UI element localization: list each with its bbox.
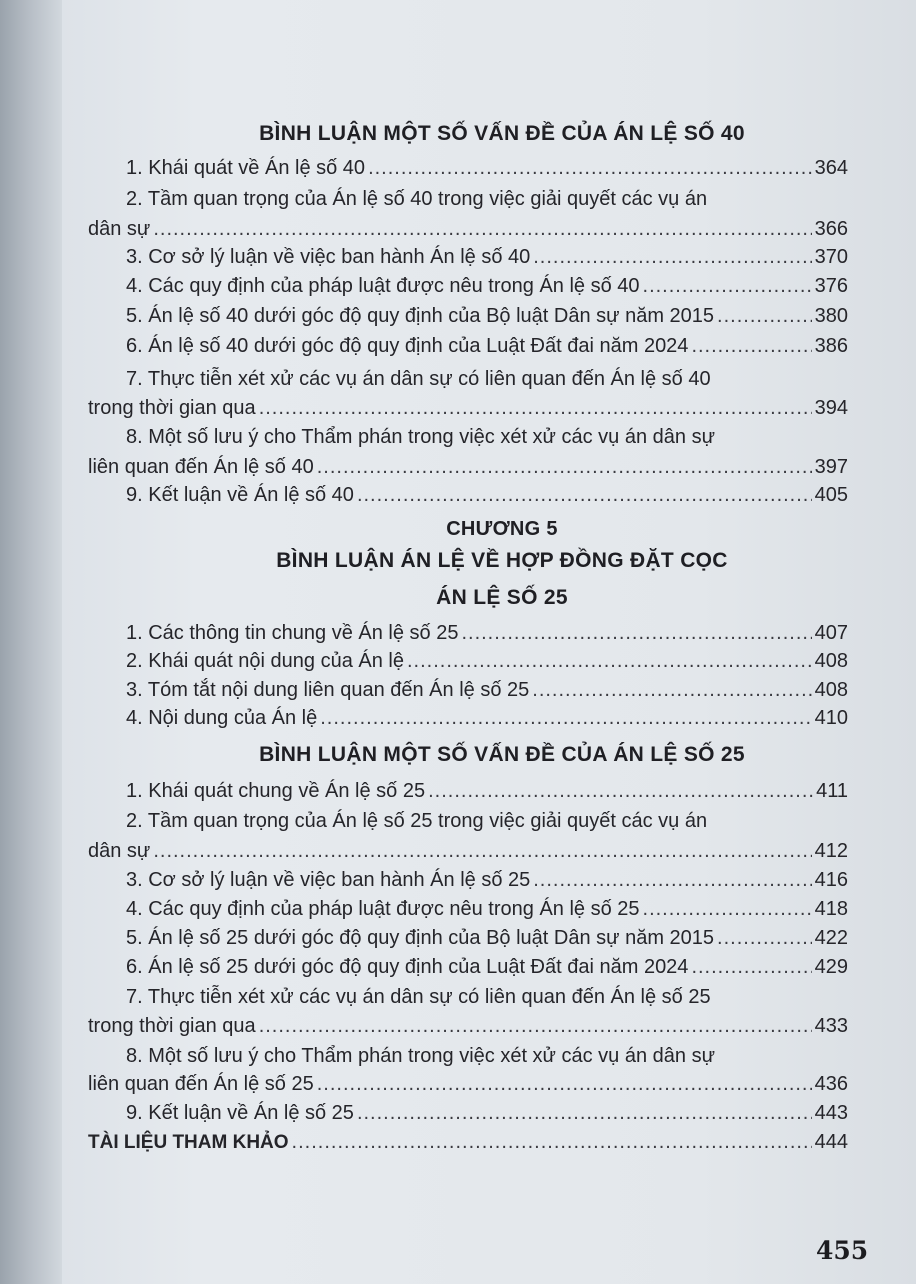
page-number: 394 (814, 397, 848, 419)
toc-entry[interactable]: liên quan đến Án lệ số 40 ..... 397 (88, 456, 848, 484)
toc-entry[interactable]: 3. Tóm tắt nội dung liên quan đến Án lệ số 25 ..... 408 (126, 679, 848, 707)
toc-page (88, 0, 916, 1284)
leader-dots (533, 869, 811, 892)
leader-dots (317, 456, 812, 479)
page-number: 410 (814, 707, 848, 729)
toc-entry[interactable]: 4. Các quy định của pháp luật được nêu trong Án lệ số 40 ..... 376 (126, 275, 848, 303)
leader-dots (153, 840, 811, 863)
toc-entry[interactable]: 4. Nội dung của Án lệ ..... 410 (126, 707, 848, 735)
leader-dots (533, 246, 811, 269)
toc-entry[interactable]: 1. Khái quát về Án lệ số 40 ..... 364 (126, 157, 848, 185)
leader-dots (532, 679, 811, 702)
page-number: 366 (814, 218, 848, 240)
page-number: 408 (814, 679, 848, 701)
section-heading: ÁN LỆ SỐ 25 (436, 586, 568, 609)
leader-dots (717, 927, 812, 950)
page-folio-number: 455 (816, 1236, 869, 1265)
toc-entry-first-line[interactable]: 7. Thực tiễn xét xử các vụ án dân sự có liên quan đến Án lệ số 25 (126, 986, 711, 1008)
page-number: 429 (814, 956, 848, 978)
page-number: 411 (816, 780, 848, 802)
toc-entry[interactable]: trong thời gian qua ..... 433 (88, 1015, 848, 1043)
leader-dots (292, 1131, 812, 1154)
leader-dots (259, 1015, 812, 1038)
toc-entry-references[interactable]: TÀI LIỆU THAM KHẢO ..... 444 (88, 1131, 848, 1159)
page-number: 418 (814, 898, 848, 920)
page-number: 405 (814, 484, 848, 506)
leader-dots (320, 707, 811, 730)
page-number: 386 (814, 335, 848, 357)
leader-dots (357, 1102, 812, 1125)
leader-dots (643, 275, 812, 298)
toc-entry[interactable]: 6. Án lệ số 40 dưới góc độ quy định của Luật Đất đai năm 2024 ..... 386 (126, 335, 848, 363)
leader-dots (357, 484, 812, 507)
toc-entry-first-line[interactable]: 7. Thực tiễn xét xử các vụ án dân sự có liên quan đến Án lệ số 40 (126, 368, 711, 390)
toc-entry[interactable]: 3. Cơ sở lý luận về việc ban hành Án lệ số 40 ..... 370 (126, 246, 848, 274)
toc-entry-first-line[interactable]: 2. Tầm quan trọng của Án lệ số 40 trong việc giải quyết các vụ án (126, 188, 708, 210)
page-number: 407 (814, 622, 848, 644)
leader-dots (317, 1073, 812, 1096)
page-number: 376 (814, 275, 848, 297)
toc-entry[interactable]: 5. Án lệ số 40 dưới góc độ quy định của Bộ luật Dân sự năm 2015 ..... 380 (126, 305, 848, 333)
page-number: 397 (814, 456, 848, 478)
page-number: 416 (814, 869, 848, 891)
toc-entry[interactable]: 3. Cơ sở lý luận về việc ban hành Án lệ số 25 ..... 416 (126, 869, 848, 897)
leader-dots (461, 622, 811, 645)
toc-entry[interactable]: dân sự ..... 366 (88, 218, 848, 246)
toc-entry[interactable]: 6. Án lệ số 25 dưới góc độ quy định của Luật Đất đai năm 2024 ..... 429 (126, 956, 848, 984)
toc-entry[interactable]: 1. Các thông tin chung về Án lệ số 25 ..... 407 (126, 622, 848, 650)
section-heading: BÌNH LUẬN MỘT SỐ VẤN ĐỀ CỦA ÁN LỆ SỐ 25 (259, 743, 745, 766)
page-number: 370 (814, 246, 848, 268)
toc-entry[interactable]: liên quan đến Án lệ số 25 ..... 436 (88, 1073, 848, 1101)
page-number: 444 (814, 1131, 848, 1153)
leader-dots (691, 335, 811, 358)
toc-entry[interactable]: 5. Án lệ số 25 dưới góc độ quy định của Bộ luật Dân sự năm 2015 ..... 422 (126, 927, 848, 955)
page-number: 436 (814, 1073, 848, 1095)
toc-entry[interactable]: dân sự ..... 412 (88, 840, 848, 868)
toc-entry[interactable]: 9. Kết luận về Án lệ số 25 ..... 443 (126, 1102, 848, 1130)
chapter-title: BÌNH LUẬN ÁN LỆ VỀ HỢP ĐỒNG ĐẶT CỌC (276, 549, 728, 572)
leader-dots (407, 650, 812, 673)
page-number: 408 (814, 650, 848, 672)
toc-entry-first-line[interactable]: 2. Tầm quan trọng của Án lệ số 25 trong việc giải quyết các vụ án (126, 810, 708, 832)
page-number: 433 (814, 1015, 848, 1037)
page-number: 364 (814, 157, 848, 179)
toc-entry[interactable]: 4. Các quy định của pháp luật được nêu trong Án lệ số 25 ..... 418 (126, 898, 848, 926)
leader-dots (259, 397, 812, 420)
leader-dots (717, 305, 812, 328)
toc-entry-first-line[interactable]: 8. Một số lưu ý cho Thẩm phán trong việc xét xử các vụ án dân sự (126, 426, 715, 448)
page-number: 412 (814, 840, 848, 862)
leader-dots (368, 157, 812, 180)
leader-dots (691, 956, 811, 979)
page-number: 443 (814, 1102, 848, 1124)
toc-entry[interactable]: 1. Khái quát chung về Án lệ số 25 ..... 411 (126, 780, 848, 808)
page-number: 422 (814, 927, 848, 949)
toc-entry[interactable]: 2. Khái quát nội dung của Án lệ ..... 408 (126, 650, 848, 678)
leader-dots (153, 218, 811, 241)
toc-entry[interactable]: 9. Kết luận về Án lệ số 40 ..... 405 (126, 484, 848, 512)
book-gutter-shadow (0, 0, 62, 1284)
leader-dots (643, 898, 812, 921)
chapter-number: CHƯƠNG 5 (446, 518, 558, 540)
section-heading: BÌNH LUẬN MỘT SỐ VẤN ĐỀ CỦA ÁN LỆ SỐ 40 (259, 122, 745, 145)
toc-entry[interactable]: trong thời gian qua ..... 394 (88, 397, 848, 425)
leader-dots (428, 780, 813, 803)
toc-entry-first-line[interactable]: 8. Một số lưu ý cho Thẩm phán trong việc xét xử các vụ án dân sự (126, 1045, 715, 1067)
page-number: 380 (814, 305, 848, 327)
